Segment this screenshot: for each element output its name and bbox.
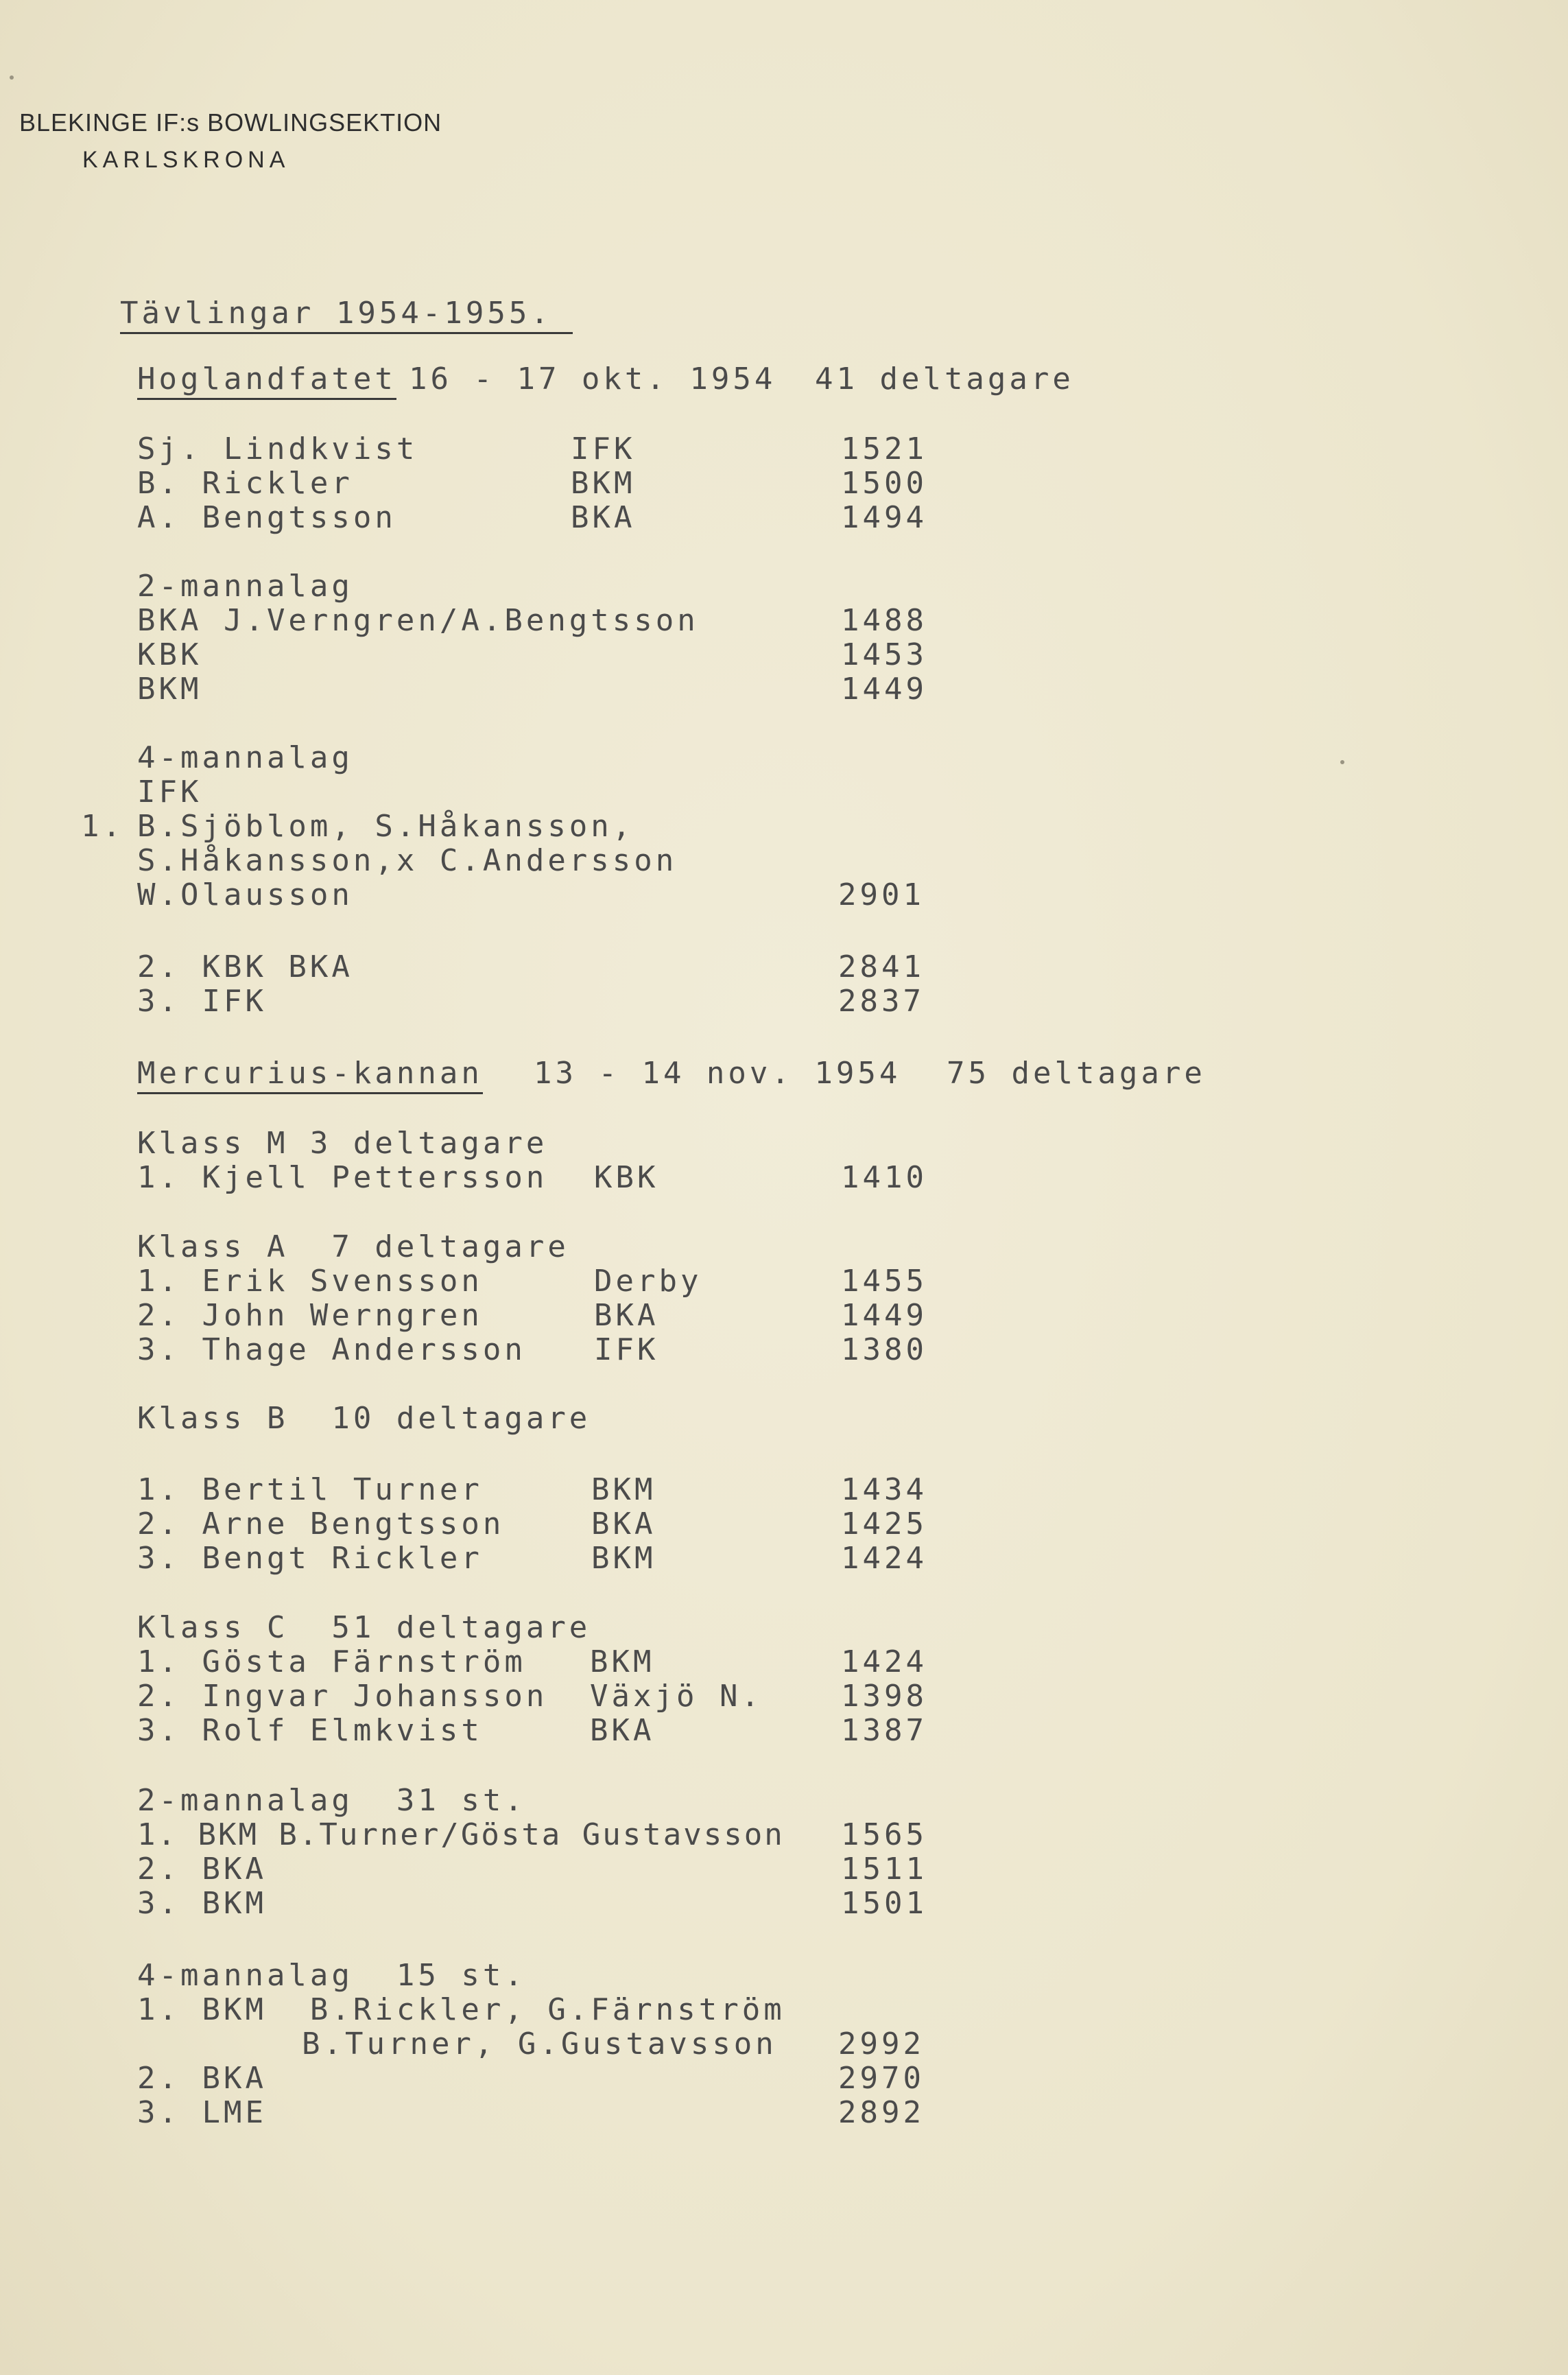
letterhead-line-2: KARLSKRONA [82,147,290,173]
hoglandfatet-individual-row: B. Rickler [137,466,353,501]
mercurius-4man-line: B.Turner, G.Gustavsson [302,2027,777,2061]
klass-b-score: 1425 [841,1506,927,1541]
hoglandfatet-2man-team: BKM [137,672,202,707]
klass-c-club: Växjö N. [590,1679,763,1714]
mercurius-participants: 75 deltagare [947,1056,1206,1091]
klass-c-name: 1. Gösta Färnström [137,1644,526,1679]
klass-a-club: IFK [594,1332,659,1367]
klass-a-club: BKA [594,1298,659,1333]
mercurius-2man-score: 1501 [841,1886,927,1921]
klass-b-club: BKM [591,1472,656,1507]
hoglandfatet-individual-row: Sj. Lindkvist [137,432,418,466]
klass-c-heading: Klass C 51 deltagare [137,1610,591,1645]
klass-a-score: 1455 [841,1264,927,1299]
hoglandfatet-4man-line: W.Olausson [137,877,353,912]
hoglandfatet-2man-score: 1449 [841,672,927,707]
hoglandfatet-individual-club: BKA [571,500,636,535]
hoglandfatet-individual-row: A. Bengtsson [137,500,396,535]
mercurius-4man-heading: 4-mannalag 15 st. [137,1958,526,1993]
hoglandfatet-2man-score: 1488 [841,603,927,638]
klass-m-score: 1410 [841,1160,927,1195]
mercurius-4man-score: 2970 [838,2061,925,2096]
letterhead-line-1: BLEKINGE IF:s BOWLINGSEKTION [19,108,442,137]
mercurius-4man-line: 1. BKM B.Rickler, G.Färnström [137,1992,785,2027]
hoglandfatet-2man-team: BKA J.Verngren/A.Bengtsson [137,603,699,638]
hoglandfatet-2man-heading: 2-mannalag [137,569,353,604]
mercurius-date: 13 - 14 nov. 1954 [534,1056,901,1091]
hoglandfatet-date: 16 - 17 okt. 1954 [409,362,776,397]
klass-b-name: 2. Arne Bengtsson [137,1506,505,1541]
hoglandfatet-participants: 41 deltagare [815,362,1074,397]
klass-c-club: BKM [590,1644,655,1679]
hoglandfatet-4man-line: B.Sjöblom, S.Håkansson, [137,809,634,844]
paper-speck [10,75,14,80]
hoglandfatet-4man-team: 3. IFK [137,984,267,1019]
mercurius-2man-score: 1565 [841,1817,927,1852]
hoglandfatet-individual-score: 1521 [841,432,927,466]
klass-c-name: 2. Ingvar Johansson [137,1679,548,1714]
hoglandfatet-4man-score: 2841 [838,949,925,984]
mercurius-2man-team: 1. BKM B.Turner/Gösta Gustavsson [137,1817,785,1852]
klass-b-score: 1434 [841,1472,927,1507]
klass-b-club: BKM [591,1541,656,1576]
hoglandfatet-4man-heading: 4-mannalag [137,740,353,775]
hoglandfatet-4man-score: 2837 [838,984,925,1019]
klass-a-club: Derby [594,1264,702,1299]
klass-m-heading: Klass M 3 deltagare [137,1126,548,1161]
mercurius-2man-score: 1511 [841,1852,927,1887]
hoglandfatet-individual-club: BKM [571,466,636,501]
hoglandfatet-4man-club: IFK [137,775,202,810]
klass-b-score: 1424 [841,1541,927,1576]
mercurius-4man-team: 2. BKA [137,2061,267,2096]
hoglandfatet-4man-team: 2. KBK BKA [137,949,353,984]
klass-a-name: 2. John Werngren [137,1298,483,1333]
mercurius-2man-team: 2. BKA [137,1852,267,1887]
klass-c-club: BKA [590,1713,655,1748]
page-title: Tävlingar 1954-1955. [120,296,573,334]
klass-c-score: 1387 [841,1713,927,1748]
klass-m-club: KBK [594,1160,659,1195]
mercurius-2man-heading: 2-mannalag 31 st. [137,1783,526,1818]
klass-b-name: 3. Bengt Rickler [137,1541,483,1576]
klass-a-heading: Klass A 7 deltagare [137,1229,569,1264]
hoglandfatet-4man-line: S.Håkansson,x C.Andersson [137,843,678,878]
hoglandfatet-name: Hoglandfatet [137,362,396,400]
klass-m-name: 1. Kjell Pettersson [137,1160,548,1195]
klass-c-score: 1424 [841,1644,927,1679]
klass-a-score: 1380 [841,1332,927,1367]
hoglandfatet-4man-rank: 1. [81,809,124,844]
klass-a-score: 1449 [841,1298,927,1333]
mercurius-name: Mercurius-kannan [137,1056,483,1094]
klass-b-club: BKA [591,1506,656,1541]
paper-speck [1340,760,1344,764]
klass-a-name: 3. Thage Andersson [137,1332,526,1367]
mercurius-2man-team: 3. BKM [137,1886,267,1921]
hoglandfatet-individual-score: 1500 [841,466,927,501]
klass-c-score: 1398 [841,1679,927,1714]
klass-a-name: 1. Erik Svensson [137,1264,483,1299]
klass-c-name: 3. Rolf Elmkvist [137,1713,483,1748]
mercurius-4man-score: 2992 [838,2027,925,2061]
hoglandfatet-4man-score: 2901 [838,877,925,912]
hoglandfatet-individual-club: IFK [571,432,636,466]
klass-b-heading: Klass B 10 deltagare [137,1401,591,1436]
klass-b-name: 1. Bertil Turner [137,1472,483,1507]
mercurius-4man-score: 2892 [838,2095,925,2130]
mercurius-4man-team: 3. LME [137,2095,267,2130]
hoglandfatet-2man-score: 1453 [841,637,927,672]
hoglandfatet-2man-team: KBK [137,637,202,672]
hoglandfatet-individual-score: 1494 [841,500,927,535]
